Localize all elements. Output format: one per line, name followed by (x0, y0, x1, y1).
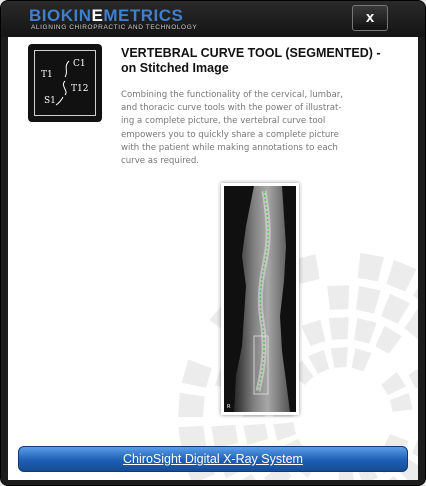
stitched-spine-xray (224, 186, 296, 412)
tool-title: VERTEBRAL CURVE TOOL (SEGMENTED) - on Stitched Image (121, 46, 381, 75)
title-bar (1, 1, 425, 37)
xray-preview (221, 183, 299, 415)
close-icon: x (365, 9, 375, 26)
brand-tagline: ALIGNING CHIROPRACTIC AND TECHNOLOGY (31, 24, 198, 31)
svg-text:T1: T1 (41, 70, 53, 80)
chirosight-link-button[interactable]: ChiroSight Digital X-Ray System (18, 446, 408, 472)
brand-logo: BIOKINEMETRICS (29, 6, 184, 25)
content-panel (8, 37, 418, 480)
close-button[interactable] (352, 5, 388, 31)
svg-text:R: R (227, 404, 231, 410)
vertebral-curve-icon (28, 44, 102, 122)
svg-text:S1: S1 (44, 96, 56, 106)
svg-text:C1: C1 (73, 59, 86, 69)
tool-description: Combining the functionality of the cervical, lumbar, and thoracic curve tools with the power of illustrat- ing a complete picture, the vertebral curve tool empowers you to quickly share a complete picture with the patient while making annotations to each curve as required. (121, 90, 344, 167)
svg-text:T12: T12 (71, 84, 89, 94)
